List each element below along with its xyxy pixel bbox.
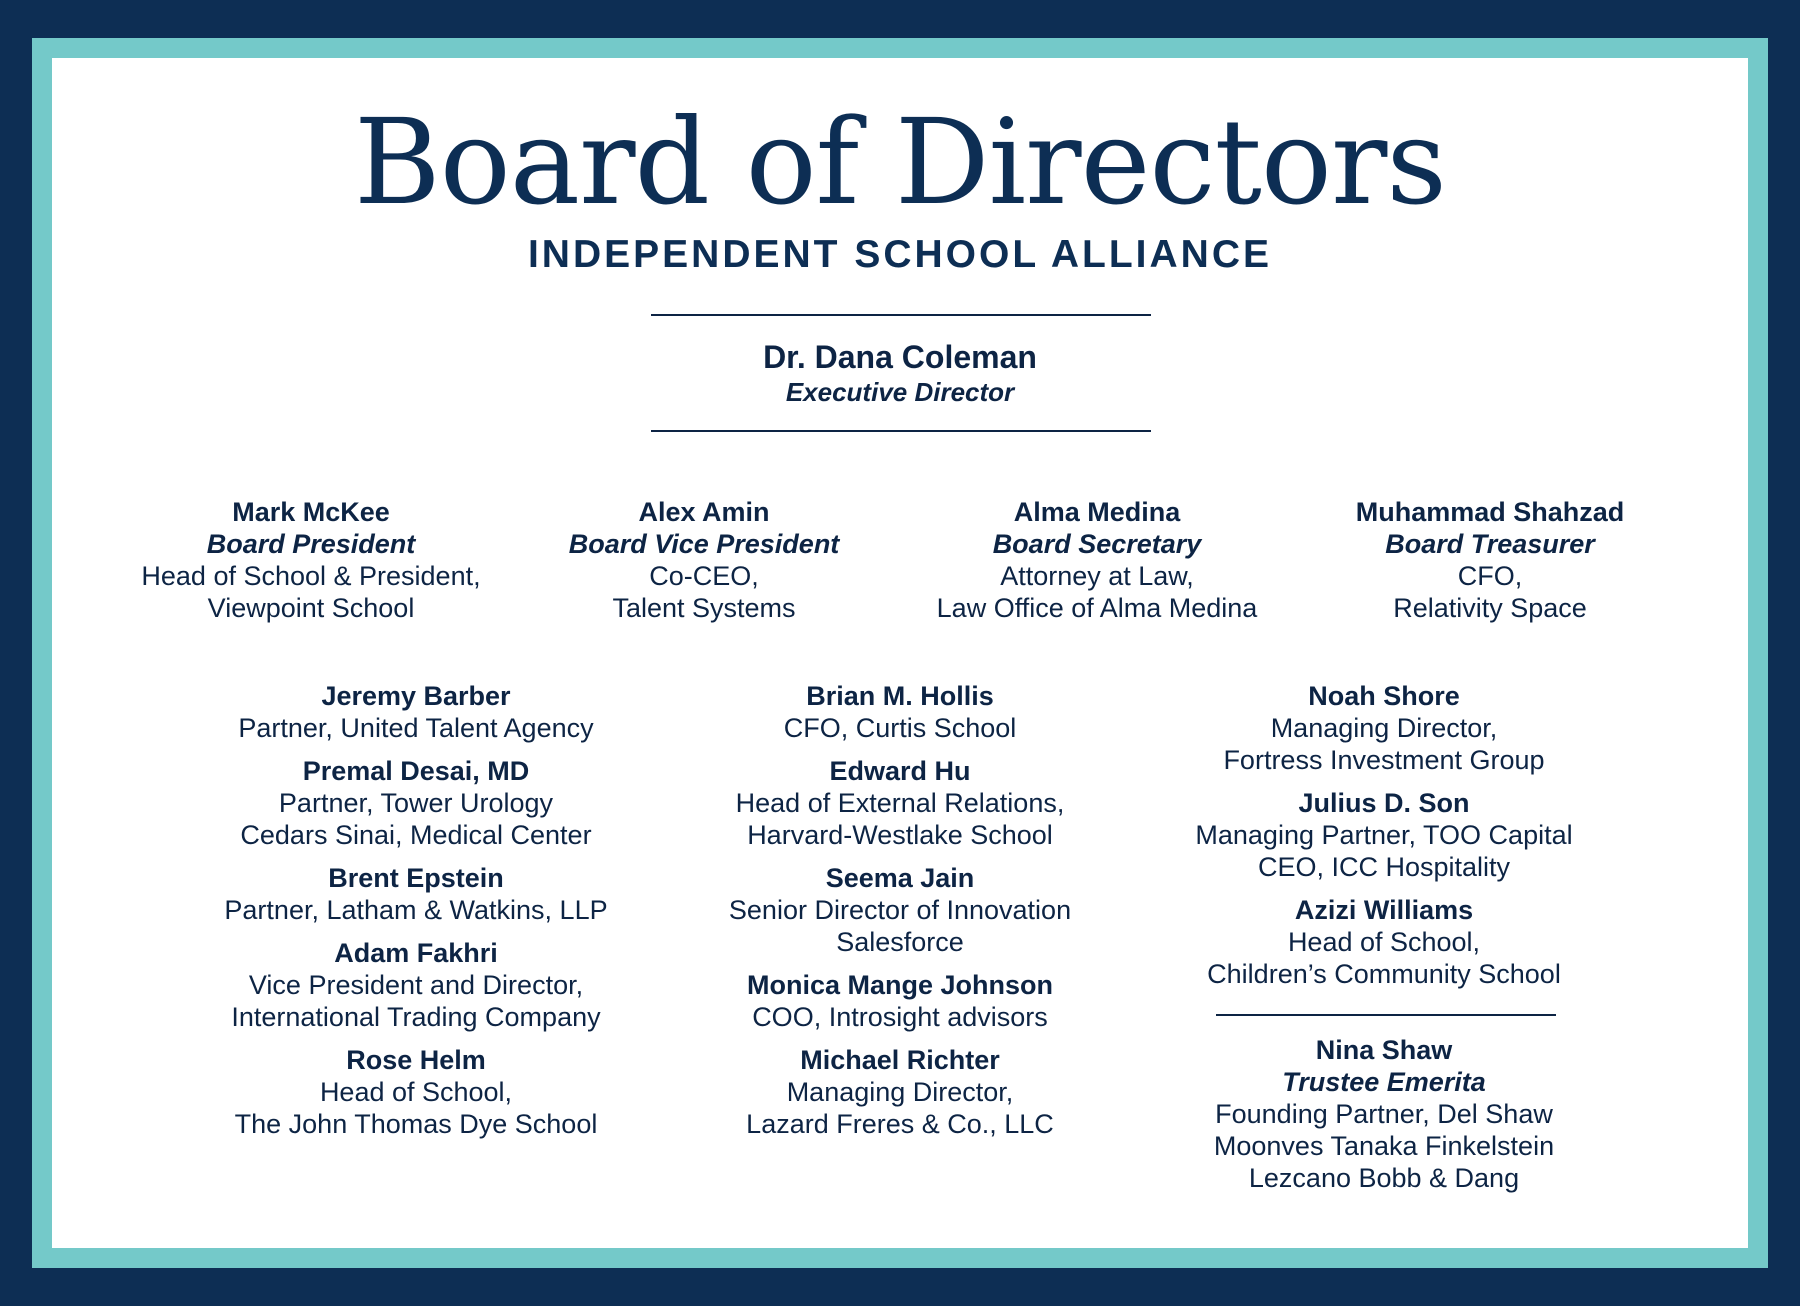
officer-line: Co-CEO,	[649, 561, 759, 591]
member-line: Children’s Community School	[1207, 959, 1561, 989]
member-name: Brent Epstein	[328, 863, 504, 893]
member-line: Managing Director,	[1270, 713, 1498, 743]
member-name: Julius D. Son	[1298, 788, 1470, 818]
member-name: Noah Shore	[1308, 681, 1460, 711]
member-line: Harvard-Westlake School	[747, 820, 1053, 850]
emerita-divider	[1216, 1014, 1556, 1016]
member-line: CEO, ICC Hospitality	[1257, 852, 1511, 882]
board-member	[670, 680, 1130, 744]
officer-name: Muhammad Shahzad	[1355, 497, 1625, 527]
officer-line: Law Office of Alma Medina	[936, 593, 1258, 623]
emerita-line: Lezcano Bobb & Dang	[1248, 1163, 1520, 1193]
member-name: Brian M. Hollis	[806, 681, 994, 711]
emerita-line: Moonves Tanaka Finkelstein	[1213, 1131, 1555, 1161]
officer-role: Board Secretary	[992, 529, 1202, 559]
officer-secretary	[897, 496, 1297, 624]
member-name: Michael Richter	[800, 1045, 1000, 1075]
board-member	[1154, 787, 1614, 883]
board-member	[186, 937, 646, 1033]
member-name: Seema Jain	[825, 863, 975, 893]
divider-bottom	[651, 430, 1151, 432]
member-line: Fortress Investment Group	[1223, 745, 1545, 775]
member-line: Partner, Latham & Watkins, LLP	[224, 895, 608, 925]
member-line: COO, Introsight advisors	[752, 1002, 1048, 1032]
member-line: Senior Director of Innovation	[728, 895, 1072, 925]
officer-line: Attorney at Law,	[1000, 561, 1194, 591]
officer-line: Head of School & President,	[141, 561, 481, 591]
officer-name: Alex Amin	[638, 497, 770, 527]
member-line: Head of School,	[319, 1077, 513, 1107]
board-member	[1154, 894, 1614, 990]
officer-role: Board President	[206, 529, 416, 559]
officer-president	[111, 496, 511, 624]
member-line: Vice President and Director,	[248, 970, 584, 1000]
officer-line: Viewpoint School	[207, 593, 415, 623]
members-column-center	[670, 680, 1130, 1151]
page-title: Board of Directors	[354, 93, 1446, 231]
board-member	[186, 680, 646, 744]
officer-line: Relativity Space	[1393, 593, 1587, 623]
member-line: CFO, Curtis School	[783, 713, 1017, 743]
member-line: The John Thomas Dye School	[234, 1109, 598, 1139]
officer-treasurer	[1290, 496, 1690, 624]
member-name: Rose Helm	[346, 1045, 486, 1075]
members-column-right	[1154, 680, 1614, 1001]
divider-top	[651, 314, 1151, 316]
executive-director-block	[0, 338, 1800, 408]
member-line: Partner, Tower Urology	[278, 788, 554, 818]
board-member	[186, 862, 646, 926]
member-line: Lazard Freres & Co., LLC	[746, 1109, 1054, 1139]
member-name: Azizi Williams	[1294, 895, 1474, 925]
emerita-name: Nina Shaw	[1315, 1035, 1453, 1065]
member-line: Managing Partner, TOO Capital	[1195, 820, 1573, 850]
member-line: Partner, United Talent Agency	[238, 713, 594, 743]
trustee-emerita-block	[1154, 1034, 1614, 1194]
board-member	[670, 755, 1130, 851]
board-member	[670, 969, 1130, 1033]
officer-role: Board Treasurer	[1385, 529, 1595, 559]
officer-role: Board Vice President	[568, 529, 840, 559]
officer-line: Talent Systems	[612, 593, 796, 623]
members-column-left	[186, 680, 646, 1151]
officer-name: Alma Medina	[1013, 497, 1181, 527]
member-name: Adam Fakhri	[334, 938, 498, 968]
member-name: Jeremy Barber	[321, 681, 511, 711]
member-line: International Trading Company	[231, 1002, 601, 1032]
board-member	[670, 862, 1130, 958]
executive-name: Dr. Dana Coleman	[763, 339, 1037, 375]
emerita-role: Trustee Emerita	[1282, 1067, 1486, 1097]
board-member	[186, 1044, 646, 1140]
member-line: Head of External Relations,	[735, 788, 1065, 818]
officer-vice-president	[504, 496, 904, 624]
emerita-line: Founding Partner, Del Shaw	[1215, 1099, 1553, 1129]
board-member	[670, 1044, 1130, 1140]
board-member	[186, 755, 646, 851]
member-line: Managing Director,	[786, 1077, 1014, 1107]
member-name: Edward Hu	[829, 756, 971, 786]
member-line: Head of School,	[1287, 927, 1481, 957]
board-member	[1154, 680, 1614, 776]
member-line: Salesforce	[836, 927, 964, 957]
member-name: Premal Desai, MD	[302, 756, 530, 786]
officer-name: Mark McKee	[232, 497, 390, 527]
member-line: Cedars Sinai, Medical Center	[240, 820, 592, 850]
executive-role: Executive Director	[785, 377, 1015, 407]
member-name: Monica Mange Johnson	[746, 970, 1054, 1000]
organization-name: INDEPENDENT SCHOOL ALLIANCE	[527, 233, 1273, 276]
officer-line: CFO,	[1457, 561, 1523, 591]
